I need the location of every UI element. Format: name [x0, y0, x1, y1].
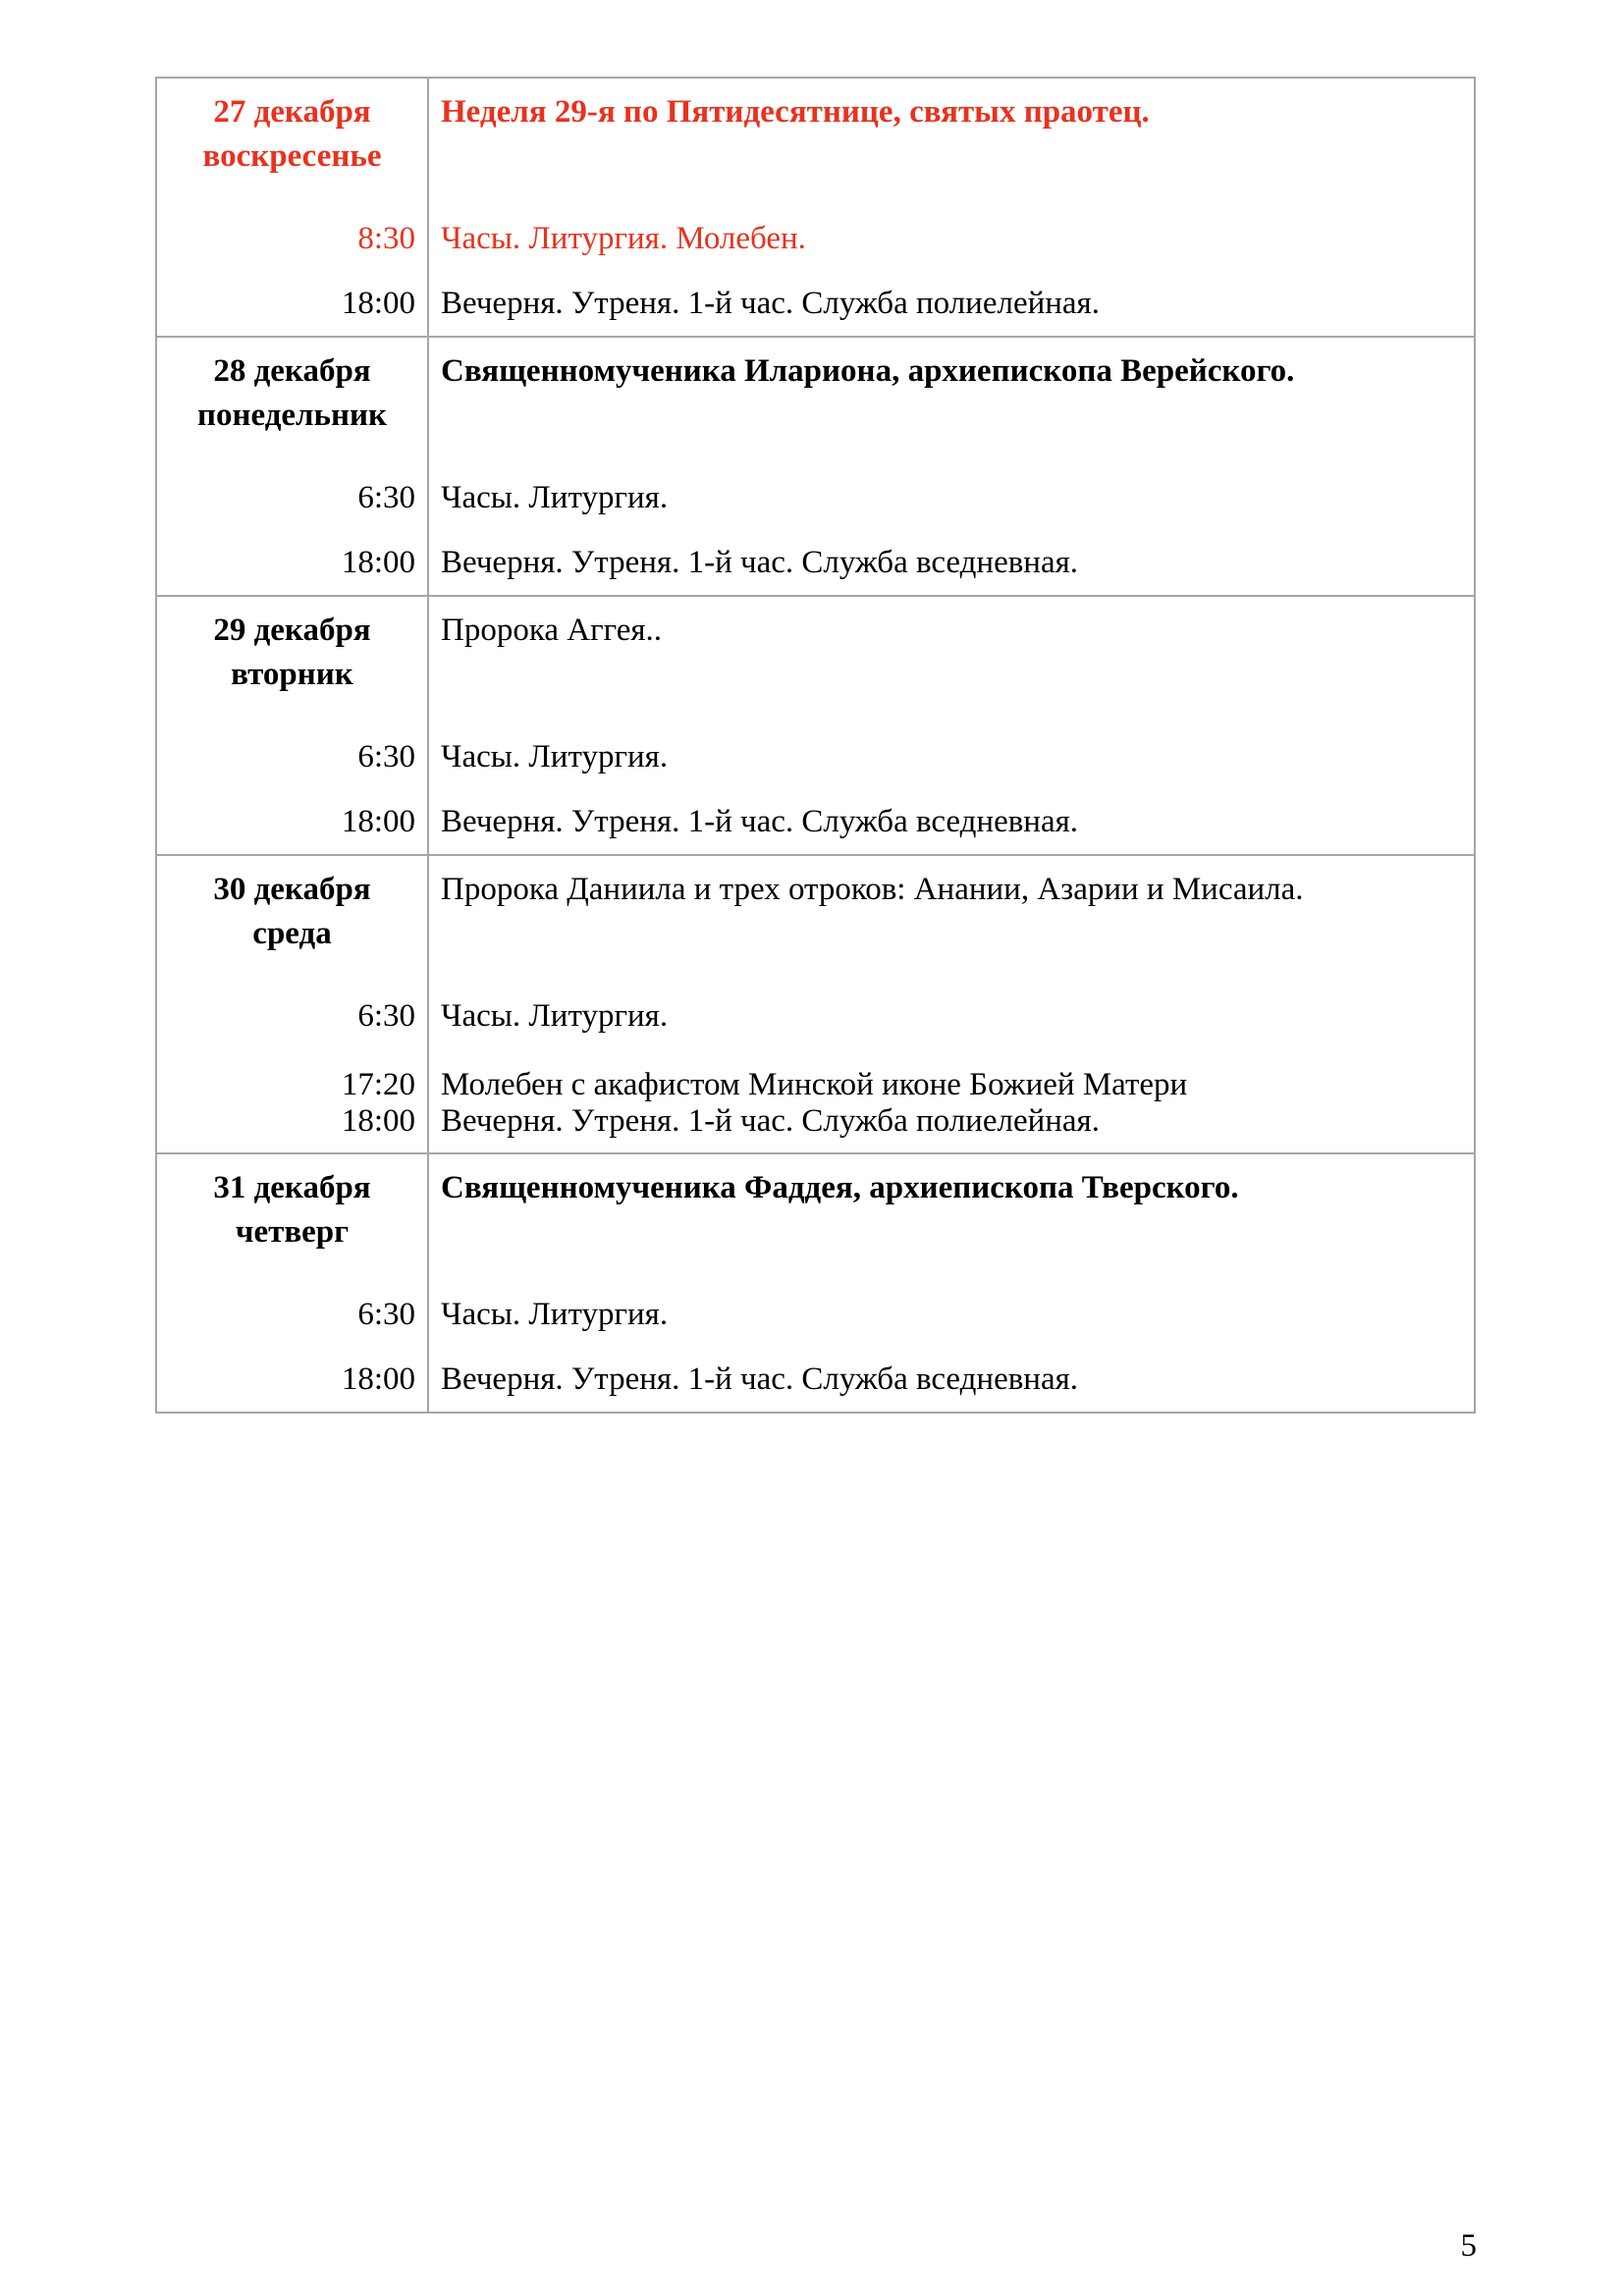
service-time: 18:00: [157, 1103, 429, 1152]
service-time: 8:30: [157, 206, 429, 271]
day-row: [156, 1153, 1475, 1413]
service-time: 6:30: [157, 984, 429, 1048]
day-weekday: воскресенье: [202, 138, 382, 174]
service-row: [157, 984, 1474, 1048]
service-text: Вечерня. Утреня. 1-й час. Служба полиелейная.: [441, 285, 1100, 321]
day-weekday: среда: [252, 916, 332, 951]
service-time: 18:00: [157, 530, 429, 595]
day-date: 27 декабря: [213, 94, 371, 130]
service-time: 6:30: [157, 724, 429, 789]
service-row: [157, 724, 1474, 789]
service-text: Часы. Литургия.: [441, 1296, 669, 1332]
day-date: 30 декабря: [213, 872, 371, 907]
day-row: [156, 78, 1475, 337]
day-title: Пророка Аггея..: [441, 613, 663, 648]
day-weekday: четверг: [235, 1214, 350, 1250]
service-time: 6:30: [157, 465, 429, 530]
day-title: Священномученика Илариона, архиепископа Верейского.: [441, 353, 1295, 389]
day-title: Священномученика Фаддея, архиепископа Тверского.: [441, 1170, 1239, 1205]
service-row: [157, 530, 1474, 595]
service-row: [157, 1103, 1474, 1152]
service-text: Часы. Литургия.: [441, 479, 669, 515]
day-weekday: понедельник: [196, 398, 388, 433]
service-text: Часы. Литургия.: [441, 997, 669, 1034]
day-date-cell: [157, 1154, 429, 1282]
day-title: Неделя 29-я по Пятидесятнице, святых праотец.: [441, 94, 1150, 130]
day-date: 28 декабря: [213, 353, 371, 389]
service-row: [157, 1347, 1474, 1412]
service-text: Часы. Литургия.: [441, 738, 669, 774]
page-number: 5: [1460, 2228, 1477, 2264]
day-row: [156, 596, 1475, 855]
service-row: [157, 271, 1474, 336]
service-text: Часы. Литургия. Молебен.: [441, 220, 806, 256]
service-row: [157, 206, 1474, 271]
day-date-cell: [157, 597, 429, 724]
schedule-table: [155, 77, 1476, 1414]
service-time: 18:00: [157, 789, 429, 854]
day-date-cell: [157, 338, 429, 465]
service-text: Вечерня. Утреня. 1-й час. Служба вседневная.: [441, 803, 1079, 839]
day-row: [156, 337, 1475, 596]
service-text: Вечерня. Утреня. 1-й час. Служба полиелейная.: [441, 1103, 1100, 1139]
service-time: 18:00: [157, 271, 429, 336]
service-text: Вечерня. Утреня. 1-й час. Служба вседневная.: [441, 544, 1079, 580]
service-time: 6:30: [157, 1282, 429, 1347]
day-date-cell: [157, 856, 429, 984]
service-row: [157, 1282, 1474, 1347]
service-row: [157, 1048, 1474, 1103]
day-date: 29 декабря: [213, 613, 371, 648]
day-row: [156, 855, 1475, 1153]
service-time: 18:00: [157, 1347, 429, 1412]
day-date-cell: [157, 79, 429, 206]
day-weekday: вторник: [231, 657, 353, 692]
service-row: [157, 789, 1474, 854]
service-row: [157, 465, 1474, 530]
day-title: Пророка Даниила и трех отроков: Анании, Азарии и Мисаила.: [441, 872, 1304, 907]
service-text: Вечерня. Утреня. 1-й час. Служба вседневная.: [441, 1361, 1079, 1397]
service-text: Молебен с акафистом Минской иконе Божией Матери: [441, 1067, 1188, 1102]
service-time: 17:20: [157, 1048, 429, 1103]
day-date: 31 декабря: [213, 1170, 371, 1205]
